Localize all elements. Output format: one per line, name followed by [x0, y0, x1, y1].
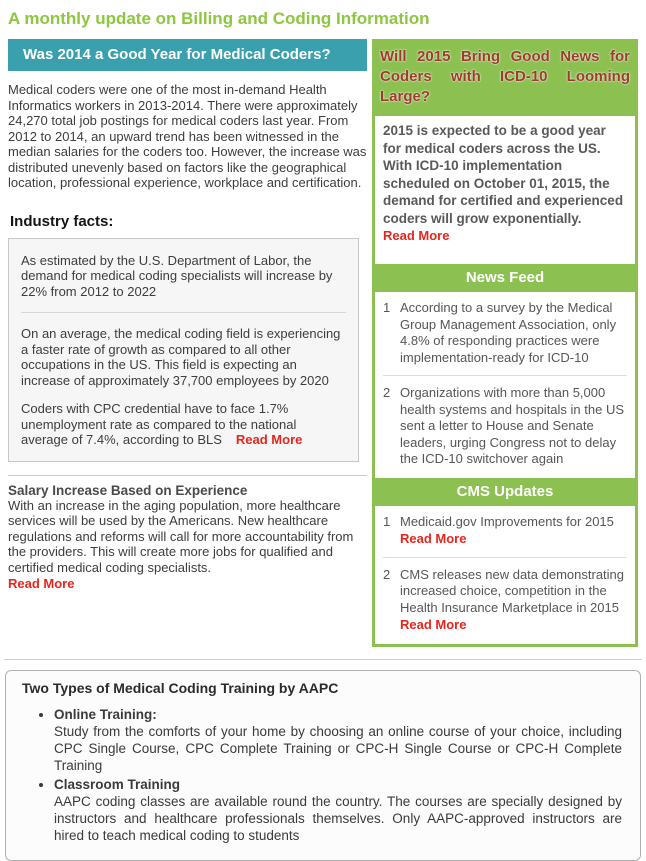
right-section-title: Will 2015 Bring Good News for Coders with ICD-10 Looming Large? [380, 48, 630, 105]
item-text: Organizations with more than 5,000 health systems and hospitals in the US sent a letter to House and Senate leaders, urging Congress not to delay the ICD-10 switchover again [400, 385, 625, 466]
cms-updates-header: CMS Updates [456, 482, 554, 500]
salary-paragraph: With an increase in the aging population, more healthcare services will be used by the Americans. New healthcare regulations and reforms will call for more accountability from the providers. This will create more jobs for qualified and certified medical coding specialists. [8, 497, 354, 575]
item-text [400, 567, 627, 634]
fact-item: As estimated by the U.S. Department of Labor, the demand for medical coding specialists will increase by 22% from 2012 to 2022 [21, 252, 333, 299]
item-text [400, 514, 627, 548]
news-feed-box [375, 292, 635, 478]
training-item-body: AAPC coding classes are available round the country. The courses are specially designed by instructors and healthcare professionals themselves. Only AAPC-approved instructors are hired to teach medical coding to students [54, 793, 622, 843]
item-number: 1 [383, 513, 391, 529]
industry-facts-box [8, 238, 359, 462]
highlight-text: 2015 is expected to be a good year for medical coders across the US. With ICD-10 implementation scheduled on October 01, 2015, the demand for certified and experienced coders will grow exponentially. [383, 123, 624, 226]
industry-facts-heading: Industry facts: [10, 212, 114, 230]
cms-update-item [383, 557, 627, 634]
salary-section [8, 475, 367, 594]
training-item-heading: • Online Training: [54, 706, 157, 722]
right-column [372, 39, 638, 647]
training-item-online [54, 706, 622, 774]
left-section-header: Was 2014 a Good Year for Medical Coders? [8, 39, 367, 71]
training-item-heading: • Classroom Training [54, 776, 181, 792]
cms-read-more-link[interactable]: Read More [400, 531, 467, 546]
cms-read-more-link[interactable]: Read More [400, 617, 467, 632]
left-column [8, 39, 367, 647]
news-feed-item [383, 375, 627, 468]
section-divider [4, 659, 642, 660]
training-list [38, 706, 626, 844]
highlight-read-more-link[interactable]: Read More [383, 228, 450, 243]
cms-updates-box [375, 506, 635, 644]
fact-item: On an average, the medical coding field is experiencing a faster rate of growth as compared to all other occupations in the US. This field is expecting an increase of approximately 37,700 employees by 2020 [21, 312, 346, 388]
training-box-title: Two Types of Medical Coding Training by AAPC [22, 679, 339, 696]
cms-update-item [383, 514, 627, 548]
item-number: 1 [383, 300, 391, 315]
item-text: According to a survey by the Medical Group Management Association, only 4.8% of responding practices were implementation-ready for ICD-10 [400, 300, 617, 365]
columns [8, 39, 638, 647]
news-feed-header: News Feed [465, 269, 545, 286]
cms-item-text: CMS releases new data demonstrating increased choice, competition in the Health Insurance Marketplace in 2015 [400, 566, 625, 615]
fact-item [21, 401, 346, 448]
highlight-box [375, 116, 635, 264]
cms-item-text: Medicaid.gov Improvements for 2015 [400, 513, 614, 529]
item-number: 2 [383, 566, 391, 582]
page-title: A monthly update on Billing and Coding Information [8, 9, 430, 28]
training-item-classroom [54, 776, 622, 844]
fact-text: Coders with CPC credential have to face 1.7% unemployment rate as compared to the national average of 7.4%, according to BLS [21, 401, 297, 447]
salary-heading: Salary Increase Based on Experience [8, 482, 248, 498]
training-box [5, 670, 641, 861]
facts-read-more-link[interactable]: Read More [235, 432, 303, 447]
salary-read-more-link[interactable]: Read More [8, 576, 75, 591]
item-number: 2 [383, 385, 391, 400]
intro-paragraph: Medical coders were one of the most in-demand Health Informatics workers in 2013-2014. There were approximately 24,270 total job postings for medical coders last year. From 2012 to 2014, an upward trend has been witnessed in the median salaries for the coders too. However, the increase was distributed unevenly based on factors like the geographical location, professional experience, workplace and certification. [8, 82, 367, 190]
training-item-body: Study from the comforts of your home by choosing an online course of your choice, including CPC Single Course, CPC Complete Training or CPC-H Single Course or CPC-H Complete Training [54, 723, 622, 773]
news-feed-item [383, 300, 627, 366]
